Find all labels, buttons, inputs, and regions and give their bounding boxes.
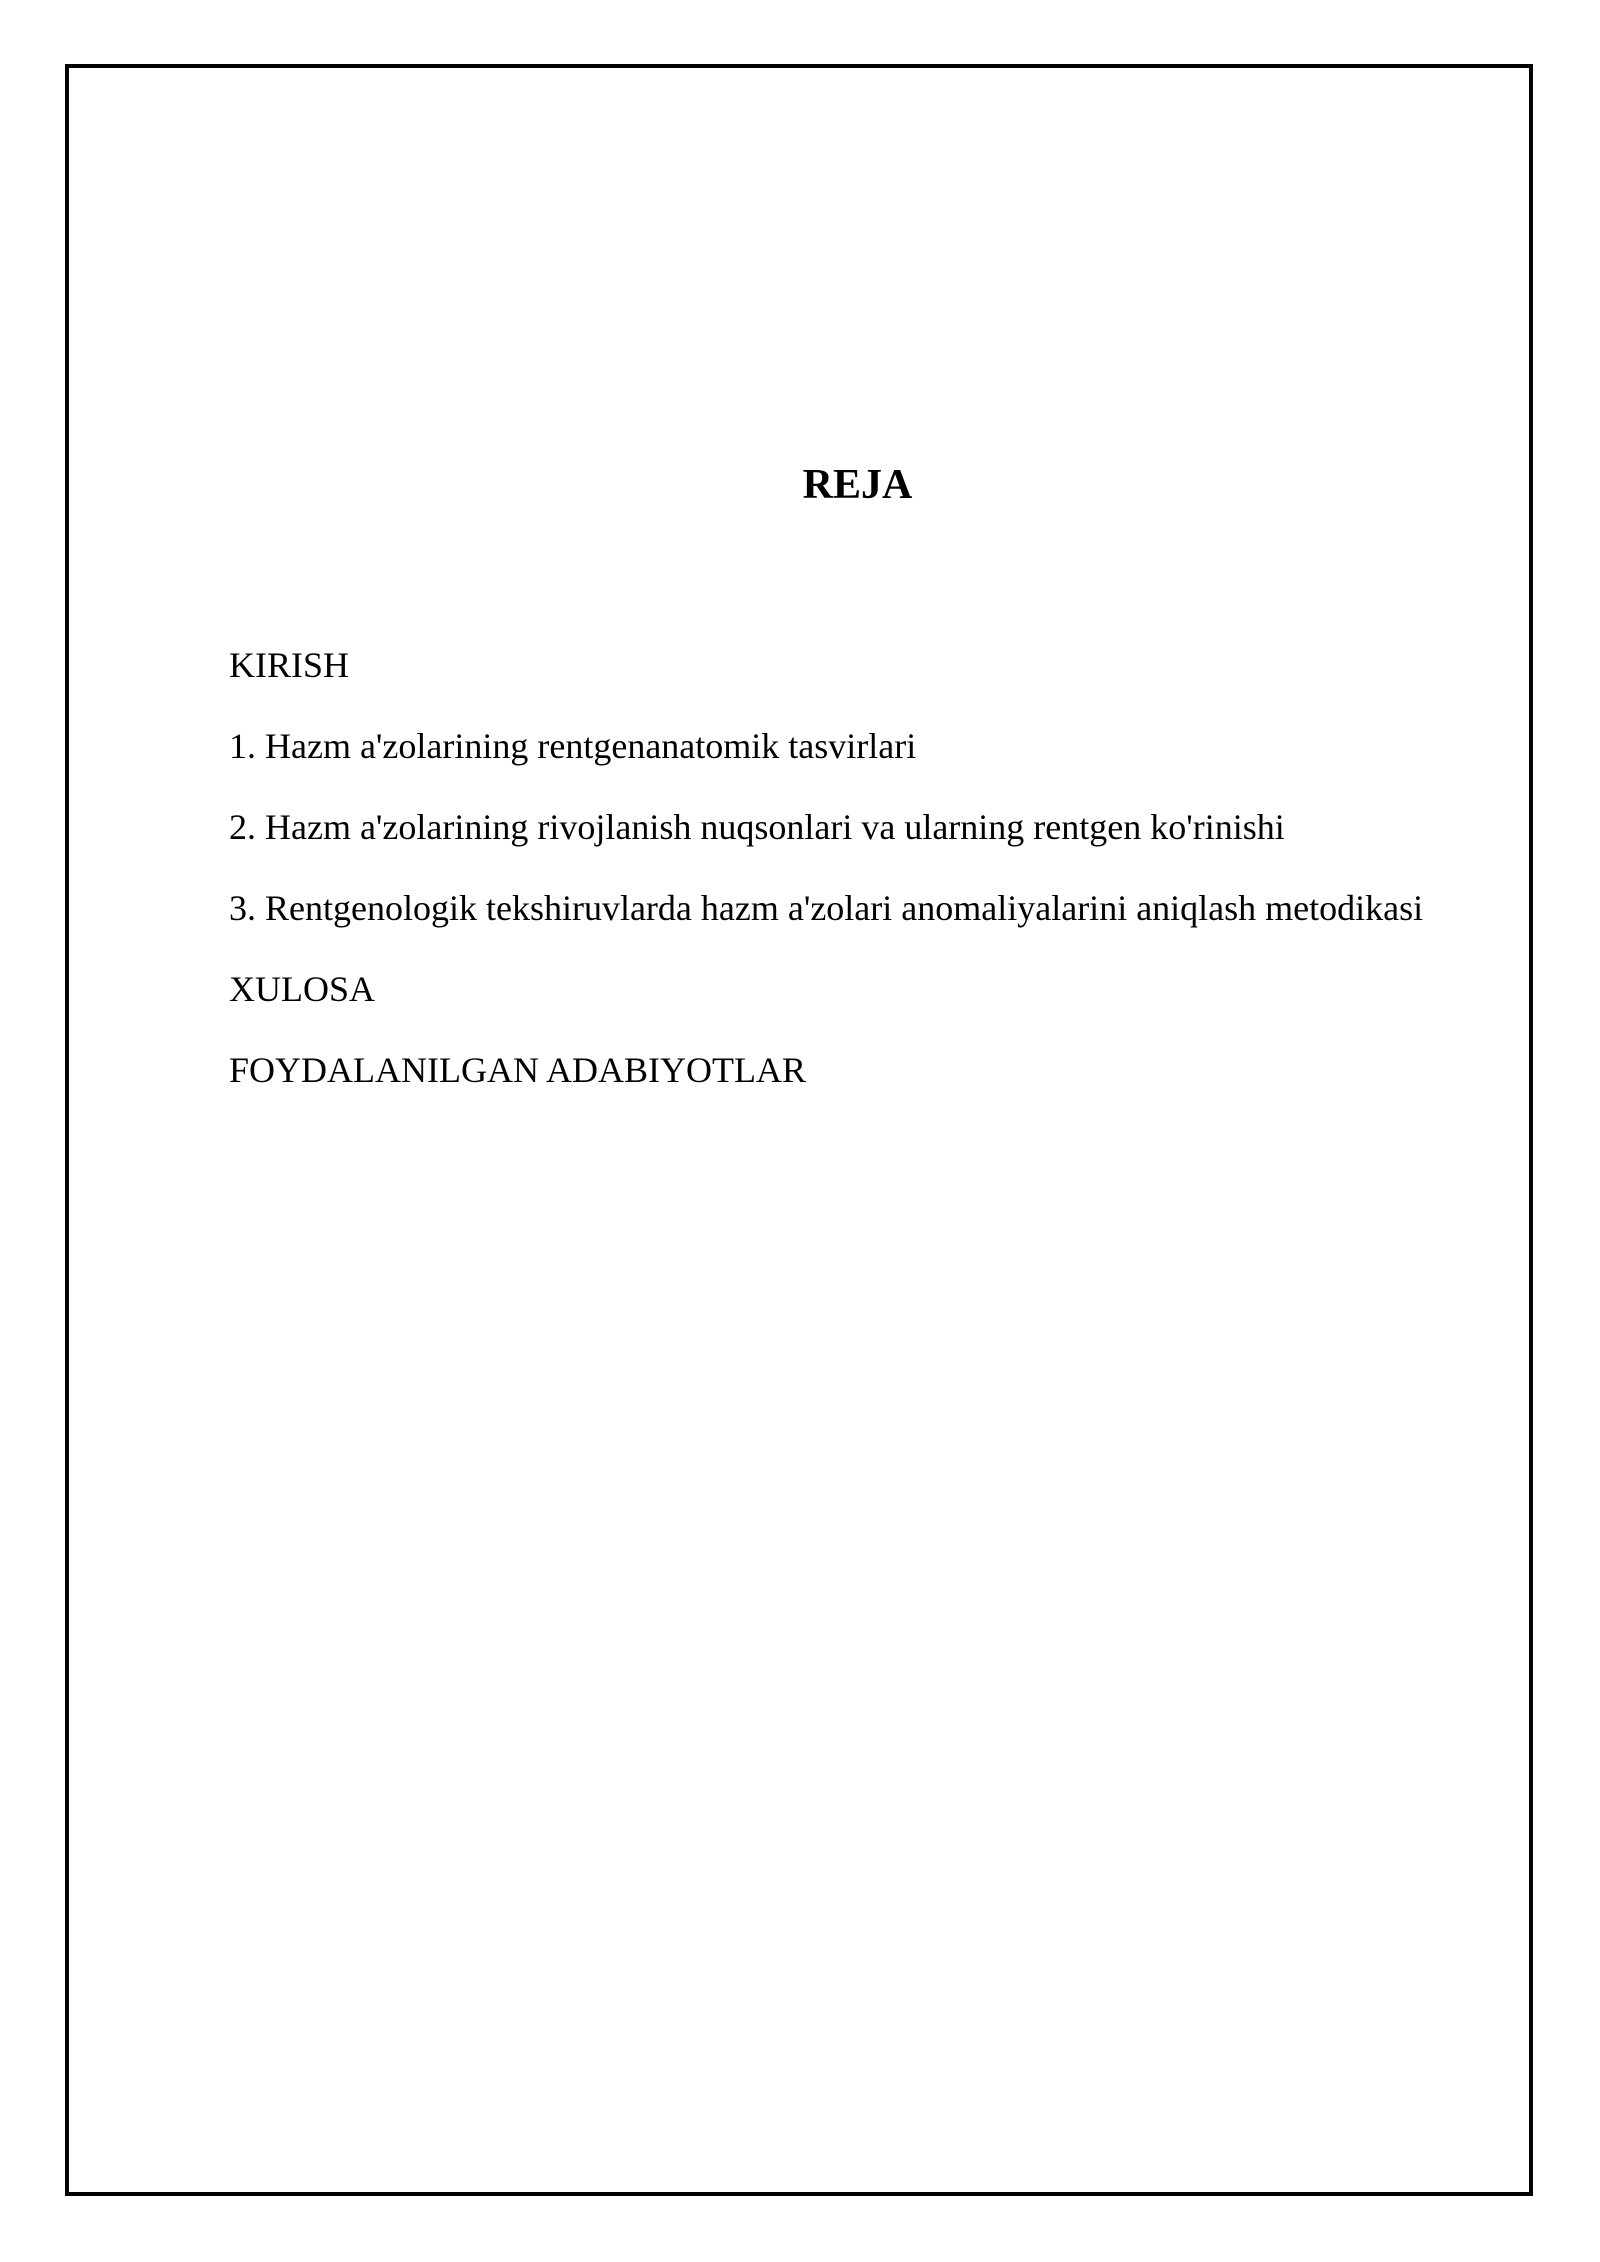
toc-item-conclusion: XULOSA (229, 969, 376, 1009)
toc-item-3: 3. Rentgenologik tekshiruvlarda hazm a'zolari anomaliyalarini aniqlash metodikasi (229, 888, 1424, 928)
toc-item-2: 2. Hazm a'zolarining rivojlanish nuqsonlari va ularning rentgen ko'rinishi (229, 807, 1285, 847)
page-border-frame (65, 64, 1533, 2196)
toc-item-references: FOYDALANILGAN ADABIYOTLAR (229, 1050, 806, 1090)
page-title: REJA (802, 462, 913, 508)
table-of-contents (229, 640, 1529, 1126)
toc-item-1: 1. Hazm a'zolarining rentgenanatomik tasvirlari (229, 726, 917, 766)
toc-item-introduction: KIRISH (229, 645, 350, 685)
